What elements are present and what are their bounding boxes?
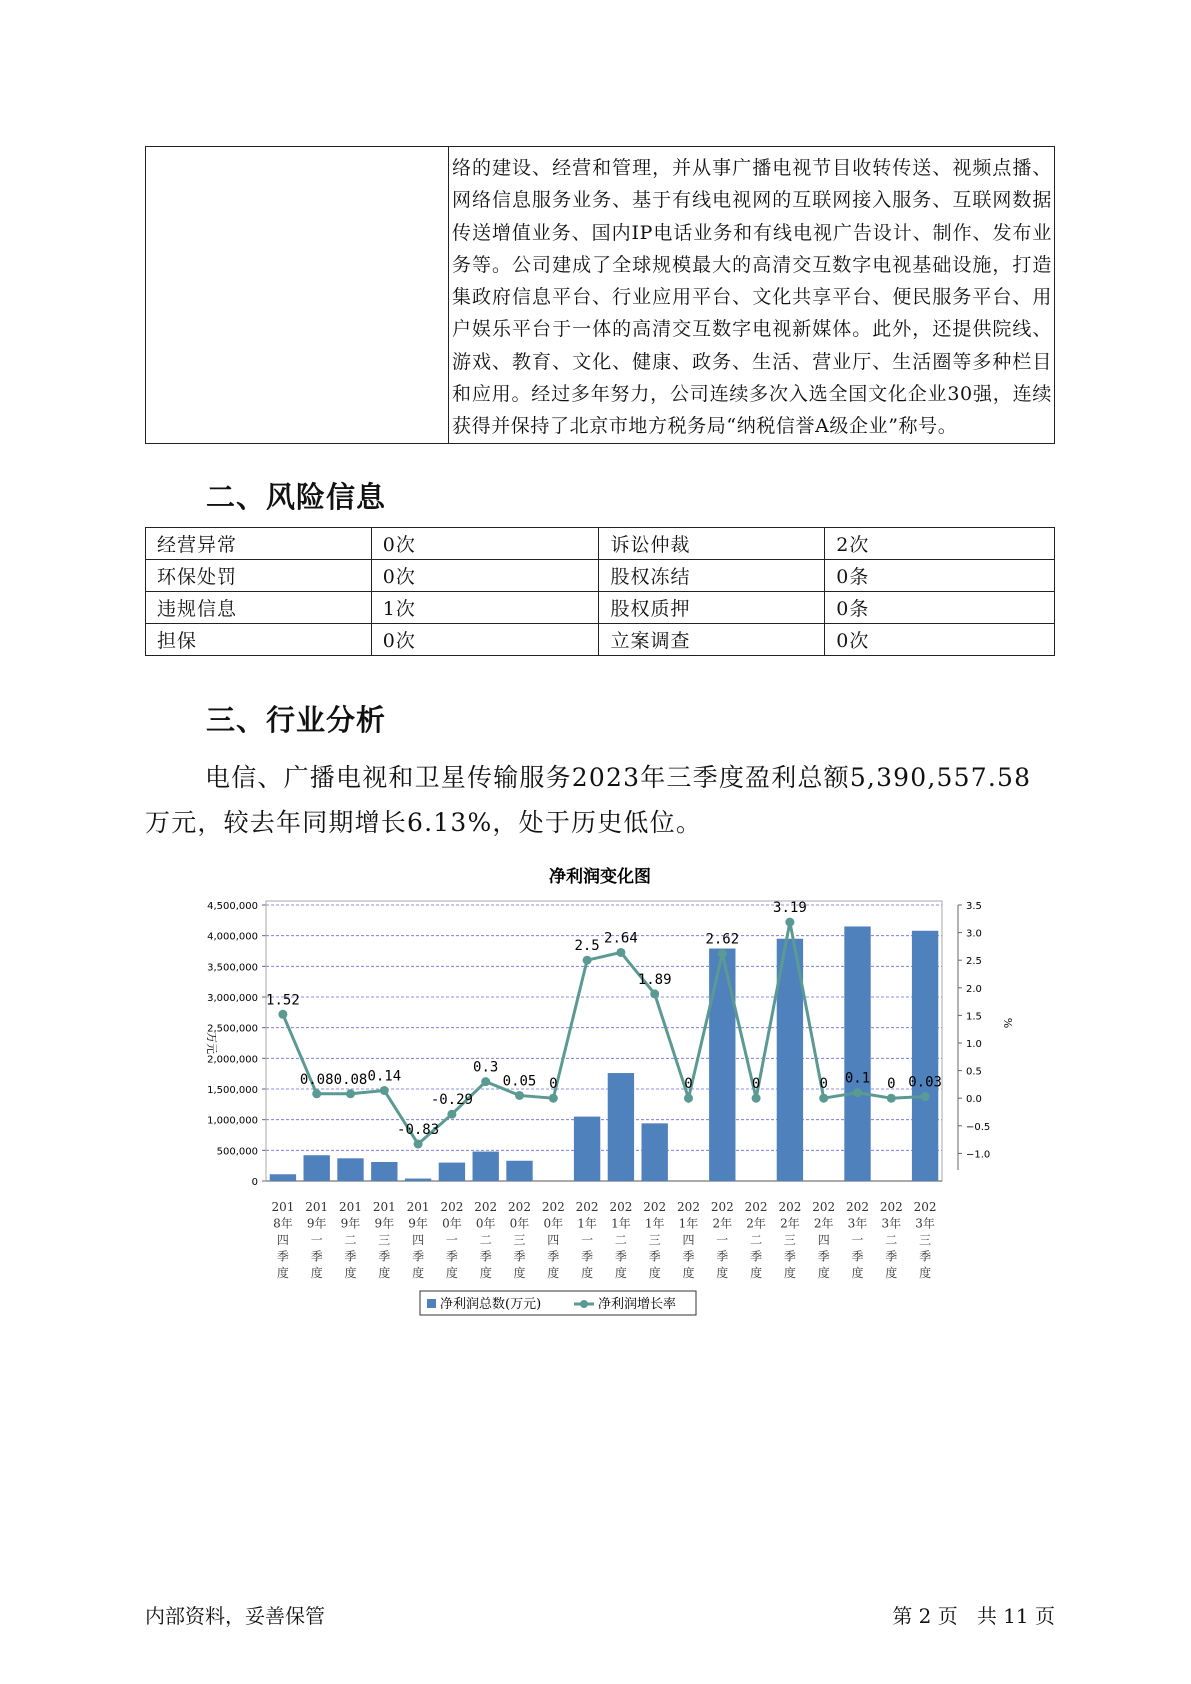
y2-tick-label: 3.0 — [966, 928, 982, 940]
bar — [439, 1163, 465, 1181]
bar — [337, 1158, 363, 1181]
risk-label: 环保处罚 — [146, 560, 372, 592]
y-tick-label: 1,000,000 — [207, 1115, 258, 1127]
legend-line-label: 净利润增长率 — [598, 1297, 677, 1312]
risk-value: 0次 — [825, 624, 1055, 656]
bar — [912, 931, 938, 1181]
y-tick-label: 1,500,000 — [207, 1085, 258, 1096]
growth-point — [583, 956, 592, 965]
data-label: -0.29 — [430, 1092, 473, 1109]
risk-label: 违规信息 — [146, 592, 372, 624]
y-axis-title: 万元 — [205, 1032, 218, 1054]
x-tick-label: 202 0年三季度 — [508, 1200, 531, 1280]
y2-tick-label: 1.0 — [966, 1039, 982, 1050]
growth-point — [650, 989, 659, 998]
x-tick-label: 202 0年二季度 — [474, 1200, 498, 1280]
risk-table — [145, 527, 1055, 656]
growth-point — [853, 1088, 862, 1097]
growth-point — [515, 1091, 524, 1100]
risk-value: 2次 — [825, 528, 1055, 560]
growth-point — [684, 1094, 693, 1103]
y-tick-label: 0 — [251, 1177, 258, 1188]
growth-point — [819, 1094, 828, 1103]
industry-paragraph: 电信、广播电视和卫星传输服务2023年三季度盈利总额5,390,557.58万元，较去年同期增长6.13%，处于历史低位。 — [145, 763, 1032, 837]
growth-point — [312, 1089, 321, 1098]
risk-value: 0条 — [825, 592, 1055, 624]
y-tick-label: 4,500,000 — [207, 901, 258, 912]
x-tick-label: 202 1年三季度 — [643, 1200, 667, 1280]
y-tick-label: 2,000,000 — [207, 1054, 258, 1066]
company-intro-table — [145, 146, 1055, 444]
data-label: 2.64 — [604, 930, 638, 947]
legend-bar-label: 净利润总数(万元) — [440, 1297, 542, 1312]
growth-point — [752, 1094, 761, 1103]
bar — [405, 1179, 431, 1181]
y-tick-label: 2,500,000 — [207, 1023, 258, 1035]
x-tick-label: 201 8年四季度 — [271, 1200, 295, 1280]
risk-value: 1次 — [371, 592, 599, 624]
data-label: 1.89 — [637, 971, 672, 988]
bar — [506, 1161, 532, 1181]
growth-point — [921, 1092, 930, 1101]
intro-label-cell — [146, 147, 449, 444]
footer-confidential: 内部资料，妥善保管 — [145, 1604, 325, 1628]
y2-tick-label: 2.5 — [966, 956, 982, 968]
data-label: -0.83 — [397, 1122, 440, 1139]
x-tick-label: 202 2年二季度 — [744, 1200, 768, 1280]
growth-point — [549, 1094, 558, 1103]
data-label: 0.1 — [844, 1070, 871, 1087]
chart-title: 净利润变化图 — [549, 867, 651, 887]
data-label: 0 — [684, 1076, 693, 1093]
x-tick-label: 202 2年四季度 — [812, 1200, 836, 1280]
data-label: 2.5 — [574, 938, 600, 955]
x-tick-label: 202 2年一季度 — [710, 1200, 734, 1280]
growth-point — [447, 1110, 456, 1119]
bar — [844, 926, 870, 1181]
y2-tick-label: 3.5 — [966, 901, 982, 912]
x-tick-label: 202 2年三季度 — [778, 1200, 802, 1280]
data-label: 2.62 — [705, 931, 740, 948]
growth-point — [718, 949, 727, 958]
y-tick-label: 4,000,000 — [207, 931, 258, 943]
bar — [642, 1123, 668, 1181]
risk-label: 诉讼仲裁 — [599, 528, 825, 560]
risk-label: 经营异常 — [146, 528, 372, 560]
data-label: 0.03 — [908, 1074, 942, 1091]
x-tick-label: 201 9年三季度 — [372, 1200, 396, 1280]
y2-tick-label: −0.5 — [966, 1121, 991, 1133]
net-profit-chart — [170, 865, 1030, 1325]
data-label: 0.14 — [367, 1068, 402, 1085]
growth-point — [414, 1140, 423, 1149]
industry-section-heading: 三、行业分析 — [206, 703, 387, 737]
data-label: 0.08 — [333, 1071, 368, 1088]
bar — [574, 1117, 600, 1181]
data-label: 0 — [751, 1076, 761, 1093]
company-intro-text: 络的建设、经营和管理，并从事广播电视节目收转传送、视频点播、网络信息服务业务、基于有线电视网的互联网接入服务、互联网数据传送增值业务、国内IP电话业务和有线电视广告设计、制作、发布业务等。公司建成了全球规模最大的高清交互数字电视基础设施，打造集政府信息平台、行业应用平台、文化共享平台、便民服务平台、用户娱乐平台于一体的高清交互数字电视新媒体。此外，还提供院线、游戏、教育、文化、健康、政务、生活、营业厅、生活圈等多种栏目和应用。经过多年努力，公司连续多次入选全国文化企业30强，连续获得并保持了北京市地方税务局“纳税信誉A级企业”称号。 — [452, 157, 1052, 438]
risk-value: 0条 — [825, 560, 1055, 592]
x-tick-label: 202 1年四季度 — [677, 1200, 700, 1280]
data-label: 0.05 — [502, 1073, 537, 1090]
x-tick-label: 202 0年一季度 — [440, 1200, 464, 1280]
bar — [473, 1152, 499, 1181]
x-tick-label: 202 3年一季度 — [846, 1200, 869, 1280]
y-tick-label: 3,500,000 — [207, 962, 258, 974]
growth-point — [278, 1010, 287, 1019]
data-label: 0 — [887, 1076, 896, 1093]
risk-row — [146, 624, 1055, 656]
risk-value: 0次 — [371, 560, 599, 592]
risk-label: 股权质押 — [599, 592, 825, 624]
legend-bar-swatch — [427, 1299, 436, 1308]
x-tick-label: 201 9年一季度 — [305, 1200, 329, 1280]
risk-label: 股权冻结 — [599, 560, 825, 592]
y2-tick-label: 0.5 — [966, 1066, 982, 1078]
data-label: 3.19 — [773, 900, 807, 917]
growth-point — [785, 918, 794, 927]
growth-line — [283, 922, 925, 1144]
risk-label: 担保 — [146, 624, 372, 656]
growth-point — [887, 1094, 896, 1103]
risk-row — [146, 592, 1055, 624]
y2-axis-title: % — [1001, 1017, 1014, 1029]
growth-point — [481, 1077, 490, 1086]
y2-tick-label: −1.0 — [966, 1149, 991, 1161]
x-tick-label: 202 3年二季度 — [879, 1200, 903, 1280]
x-tick-label: 201 9年四季度 — [406, 1200, 430, 1280]
bar — [709, 949, 735, 1181]
x-tick-label: 202 1年二季度 — [609, 1200, 633, 1280]
legend-line-marker — [580, 1300, 588, 1308]
growth-point — [346, 1089, 355, 1098]
data-label: 0.08 — [299, 1071, 334, 1088]
risk-value: 0次 — [371, 528, 599, 560]
y2-tick-label: 1.5 — [966, 1011, 982, 1023]
x-tick-label: 202 0年四季度 — [541, 1200, 565, 1280]
bar — [371, 1162, 397, 1181]
y-tick-label: 500,000 — [216, 1146, 258, 1158]
bar — [270, 1174, 296, 1181]
x-tick-label: 202 3年三季度 — [913, 1200, 937, 1280]
bar — [304, 1155, 330, 1181]
data-label: 1.52 — [266, 992, 300, 1009]
y-tick-label: 3,000,000 — [207, 993, 258, 1004]
x-tick-label: 201 9年二季度 — [339, 1200, 362, 1280]
footer-page-number: 第 2 页 共 11 页 — [892, 1604, 1055, 1628]
intro-text-cell — [449, 147, 1055, 444]
risk-row — [146, 560, 1055, 592]
growth-point — [616, 948, 625, 957]
y2-tick-label: 0.0 — [966, 1094, 982, 1106]
x-tick-label: 202 1年一季度 — [575, 1200, 599, 1280]
y2-tick-label: 2.0 — [966, 983, 982, 995]
risk-value: 0次 — [371, 624, 599, 656]
data-label: 0 — [819, 1076, 828, 1093]
growth-point — [380, 1086, 389, 1095]
risk-row — [146, 528, 1055, 560]
data-label: 0 — [549, 1076, 558, 1093]
bar — [608, 1073, 634, 1181]
risk-label: 立案调查 — [599, 624, 825, 656]
risk-section-heading: 二、风险信息 — [206, 480, 387, 514]
data-label: 0.3 — [473, 1059, 499, 1076]
